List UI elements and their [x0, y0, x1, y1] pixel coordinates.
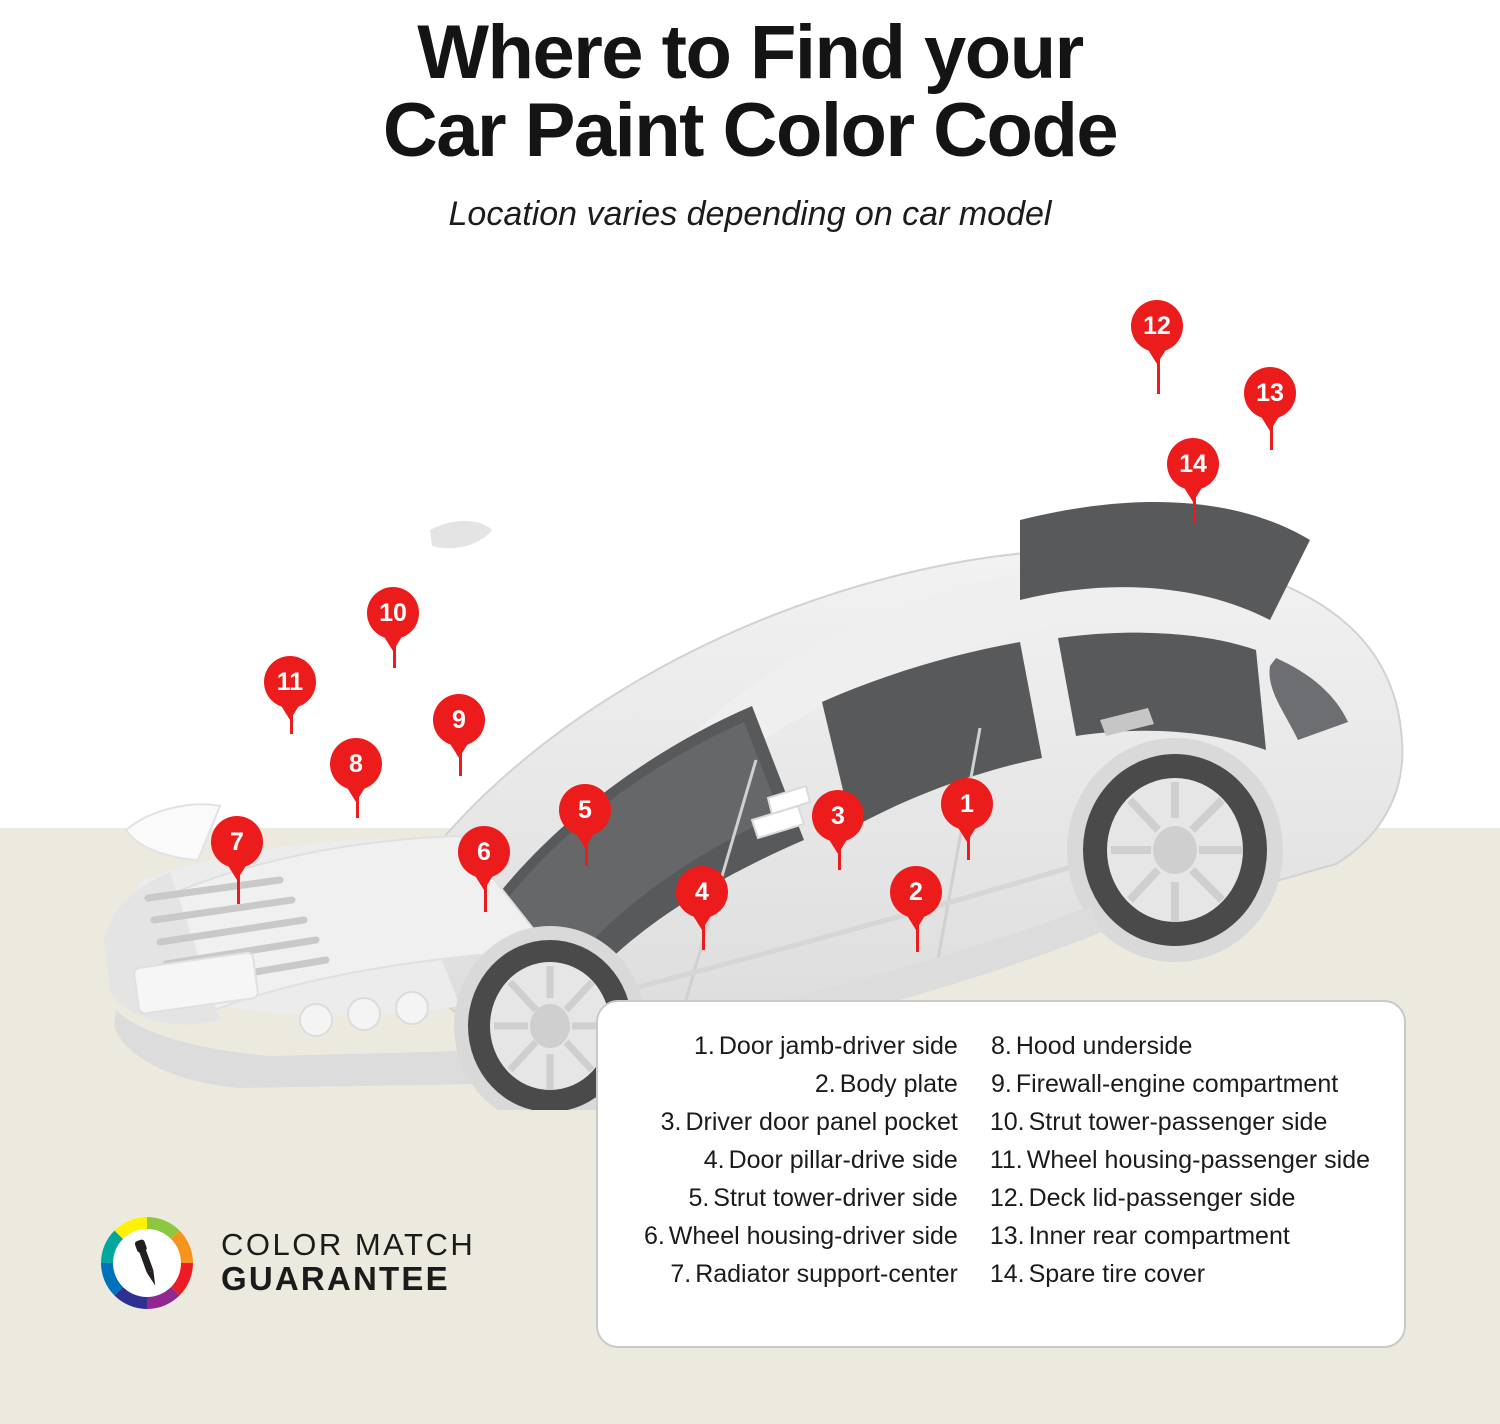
legend-item-number: 10. — [989, 1108, 1025, 1136]
pin-9[interactable]: 9 — [433, 694, 485, 746]
legend-item — [687, 1184, 958, 1213]
legend-column-left — [632, 1032, 958, 1346]
brand-line-1: COLOR MATCH — [221, 1227, 476, 1263]
legend-item — [990, 1260, 1205, 1289]
legend-item-label: Wheel housing-passenger side — [1026, 1146, 1370, 1174]
pin-10[interactable]: 10 — [367, 587, 419, 639]
legend-item-number: 5. — [688, 1184, 710, 1212]
pin-4[interactable]: 4 — [676, 866, 728, 918]
legend-item — [659, 1108, 957, 1137]
legend-item-label: Driver door panel pocket — [685, 1108, 958, 1136]
pin-6[interactable]: 6 — [458, 826, 510, 878]
brand-text — [221, 1229, 475, 1296]
legend-item-number: 12. — [989, 1184, 1025, 1212]
legend-item-label: Strut tower-driver side — [713, 1184, 958, 1212]
pin-13[interactable]: 13 — [1244, 367, 1296, 419]
legend-item — [990, 1070, 1338, 1099]
brand-lockup — [95, 1208, 515, 1318]
legend-item-number: 4. — [703, 1146, 725, 1174]
pin-3[interactable]: 3 — [812, 790, 864, 842]
legend-item — [693, 1032, 958, 1061]
legend-column-right — [976, 1032, 1370, 1346]
legend-item — [814, 1070, 958, 1099]
brand-line-2: GUARANTEE — [221, 1259, 450, 1297]
legend-item — [990, 1222, 1290, 1251]
pin-8[interactable]: 8 — [330, 738, 382, 790]
legend-item-label: Wheel housing-driver side — [668, 1222, 958, 1250]
legend-item — [990, 1108, 1328, 1137]
legend-item-number: 14. — [989, 1260, 1025, 1288]
legend-item-label: Body plate — [839, 1070, 958, 1098]
title-line-2: Car Paint Color Code — [382, 87, 1118, 173]
header — [0, 0, 1500, 234]
legend-item-label: Hood underside — [1015, 1032, 1193, 1060]
legend-item-number: 13. — [989, 1222, 1025, 1250]
pin-2[interactable]: 2 — [890, 866, 942, 918]
legend-item — [990, 1146, 1370, 1175]
title-line-1: Where to Find your — [417, 10, 1083, 95]
page-subtitle: Location varies depending on car model — [448, 195, 1052, 234]
pin-14[interactable]: 14 — [1167, 438, 1219, 490]
legend-item-label: Door pillar-drive side — [728, 1146, 958, 1174]
legend-item-number: 1. — [694, 1032, 715, 1060]
legend-box — [596, 1000, 1406, 1348]
page-title — [200, 10, 1300, 173]
pin-5[interactable]: 5 — [559, 784, 611, 836]
legend-item-number: 9. — [990, 1070, 1012, 1098]
legend-item — [669, 1260, 958, 1289]
legend-item-number: 3. — [660, 1108, 682, 1136]
legend-item-number: 11. — [989, 1146, 1023, 1174]
legend-item-number: 8. — [990, 1032, 1012, 1060]
legend-item-number: 2. — [814, 1070, 836, 1098]
legend-item-label: Door jamb-driver side — [718, 1032, 958, 1060]
legend-item-label: Inner rear compartment — [1028, 1222, 1290, 1250]
legend-item — [990, 1032, 1193, 1061]
legend-item — [990, 1184, 1296, 1213]
color-wheel-icon — [95, 1211, 199, 1315]
legend-item-number: 7. — [670, 1260, 692, 1288]
pin-7[interactable]: 7 — [211, 816, 263, 868]
legend-item-label: Spare tire cover — [1028, 1260, 1206, 1288]
pin-1[interactable]: 1 — [941, 778, 993, 830]
legend-item-label: Deck lid-passenger side — [1028, 1184, 1296, 1212]
pin-12[interactable]: 12 — [1131, 300, 1183, 352]
legend-item-label: Firewall-engine compartment — [1015, 1070, 1339, 1098]
pin-11[interactable]: 11 — [264, 656, 316, 708]
legend-item — [643, 1222, 958, 1251]
legend-item-label: Radiator support-center — [695, 1260, 958, 1288]
legend-item-number: 6. — [643, 1222, 665, 1250]
legend-item-label: Strut tower-passenger side — [1028, 1108, 1328, 1136]
legend-item — [703, 1146, 958, 1175]
